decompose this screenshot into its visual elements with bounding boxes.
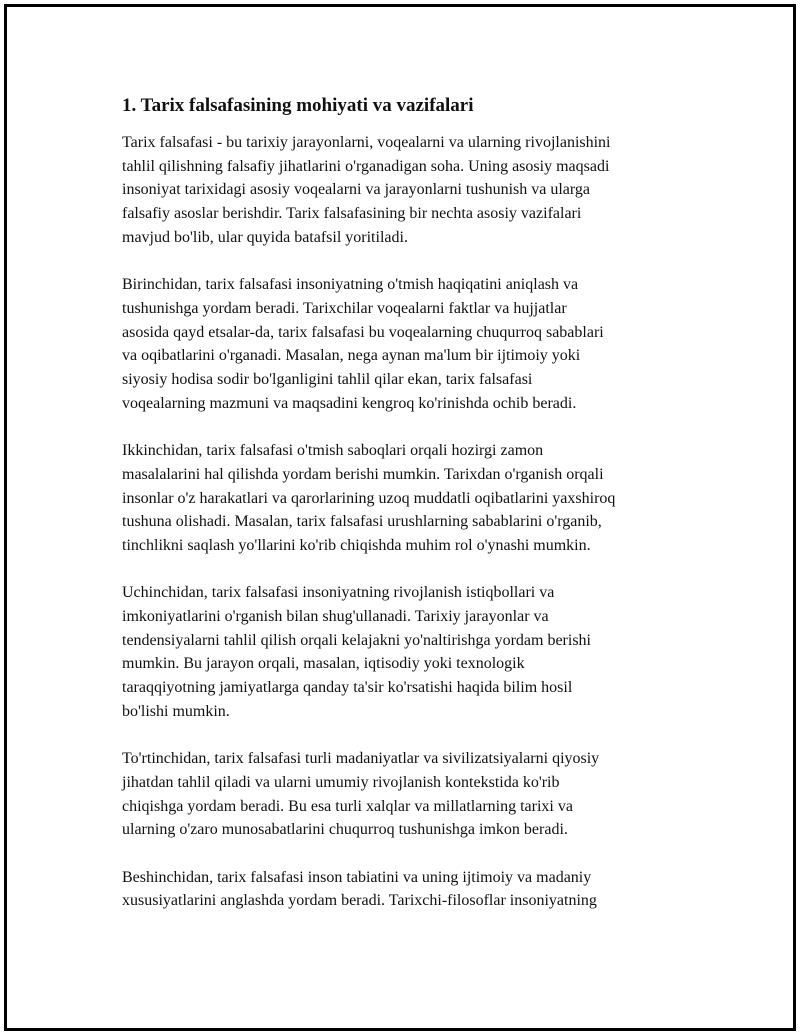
- document-body: [122, 93, 702, 937]
- text-line: mumkin. Bu jarayon orqali, masalan, iqtisodiy yoki texnologik: [122, 655, 525, 673]
- text-line: falsafiy asoslar berishdir. Tarix falsafasining bir nechta asosiy vazifalari: [122, 205, 582, 223]
- text-line: tahlil qilishning falsafiy jihatlarini o'rganadigan soha. Uning asosiy maqsadi: [122, 157, 610, 175]
- text-line: Uchinchidan, tarix falsafasi insoniyatning rivojlanish istiqbollari va: [122, 584, 555, 602]
- text-line: tendensiyalarni tahlil qilish orqali kelajakni yo'naltirishga yordam berishi: [122, 631, 591, 649]
- text-line: To'rtinchidan, tarix falsafasi turli madaniyatlar va sivilizatsiyalarni qiyosiy: [122, 750, 600, 768]
- paragraph-5: [122, 747, 702, 842]
- text-line: xususiyatlarini anglashda yordam beradi. Tarixchi-filosoflar insoniyatning: [122, 892, 597, 910]
- paragraph-3: [122, 439, 702, 558]
- text-line: bo'lishi mumkin.: [122, 702, 230, 720]
- text-line: masalalarini hal qilishda yordam berishi mumkin. Tarixdan o'rganish orqali: [122, 465, 604, 483]
- text-line: taraqqiyotning jamiyatlarga qanday ta'sir ko'rsatishi haqida bilim hosil: [122, 679, 573, 697]
- paragraph-2: [122, 273, 702, 415]
- text-line: insonlar o'z harakatlari va qarorlarining uzoq muddatli oqibatlarini yaxshiroq: [122, 489, 616, 507]
- page-frame: [4, 4, 796, 1031]
- text-line: tinchlikni saqlash yo'llarini ko'rib chiqishda muhim rol o'ynashi mumkin.: [122, 536, 591, 554]
- text-line: tushunishga yordam beradi. Tarixchilar voqealarni faktlar va hujjatlar: [122, 299, 567, 317]
- text-line: asosida qayd etsalar-da, tarix falsafasi bu voqealarning chuqurroq sabablari: [122, 323, 604, 341]
- text-line: Tarix falsafasi - bu tarixiy jarayonlarni, voqealarni va ularning rivojlanishini: [122, 134, 611, 151]
- paragraph-4: [122, 581, 702, 723]
- paragraph-1: [122, 131, 702, 250]
- text-line: Ikkinchidan, tarix falsafasi o'tmish saboqlari orqali hozirgi zamon: [122, 442, 544, 460]
- text-line: mavjud bo'lib, ular quyida batafsil yoritiladi.: [122, 228, 408, 246]
- text-line: chiqishga yordam beradi. Bu esa turli xalqlar va millatlarning tarixi va: [122, 797, 573, 815]
- section-heading: 1. Tarix falsafasining mohiyati va vazifalari: [122, 95, 474, 116]
- text-line: Birinchidan, tarix falsafasi insoniyatning o'tmish haqiqatini aniqlash va: [122, 276, 579, 294]
- text-line: siyosiy hodisa sodir bo'lganligini tahlil qilar ekan, tarix falsafasi: [122, 371, 533, 389]
- text-line: va oqibatlarini o'rganadi. Masalan, nega aynan ma'lum bir ijtimoiy yoki: [122, 347, 581, 365]
- text-line: insoniyat tarixidagi asosiy voqealarni va jarayonlarni tushunish va ularga: [122, 181, 591, 199]
- text-line: Beshinchidan, tarix falsafasi inson tabiatini va uning ijtimoiy va madaniy: [122, 868, 592, 886]
- text-line: ularning o'zaro munosabatlarini chuqurroq tushunishga imkon beradi.: [122, 821, 568, 839]
- text-line: imkoniyatlarini o'rganish bilan shug'ullanadi. Tarixiy jarayonlar va: [122, 608, 549, 626]
- text-line: tushuna olishadi. Masalan, tarix falsafasi urushlarning sabablarini o'rganib,: [122, 513, 602, 531]
- text-line: voqealarning mazmuni va maqsadini kengroq ko'rinishda ochib beradi.: [122, 394, 577, 412]
- paragraph-6: [122, 866, 702, 913]
- text-line: jihatdan tahlil qiladi va ularni umumiy rivojlanish kontekstida ko'rib: [122, 773, 560, 791]
